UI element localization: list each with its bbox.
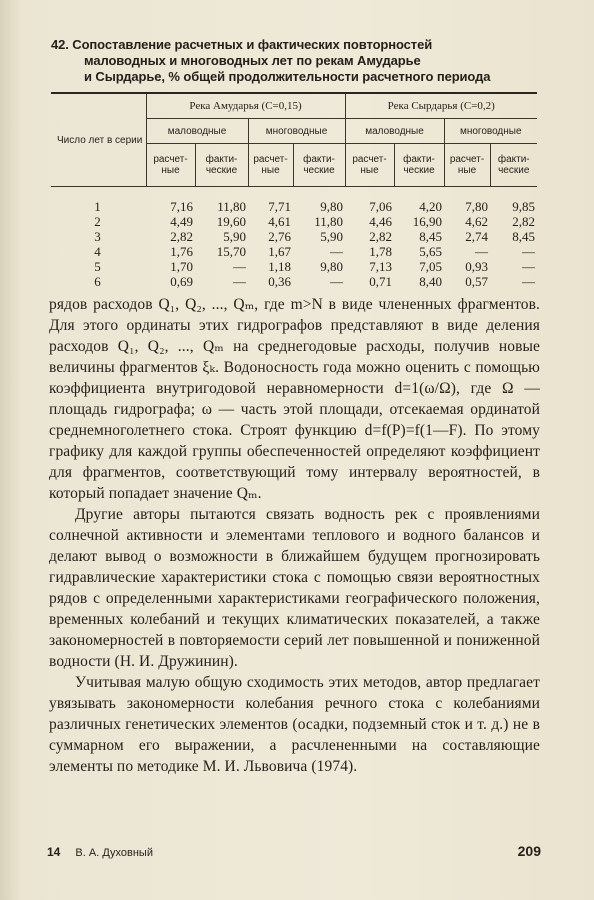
- value-cell: 5,90: [320, 229, 343, 244]
- group-header: многоводные: [444, 119, 537, 144]
- value-cell: 1,70: [170, 259, 193, 274]
- value-cell: —: [522, 244, 535, 259]
- value-cell: —: [233, 259, 246, 274]
- sub-header-actual: факти- ческие: [490, 144, 537, 187]
- value-cell: 4,49: [170, 214, 193, 229]
- value-cell: 11,80: [217, 199, 246, 214]
- group-header: маловодные: [345, 119, 444, 144]
- table-row: [51, 244, 537, 259]
- value-cell: 15,70: [216, 244, 246, 259]
- value-cell: 4,61: [268, 214, 291, 229]
- caption-line-3: и Сырдарье, % общей продолжительности расчетного периода: [84, 69, 491, 84]
- row-years-cell: 5: [94, 259, 101, 274]
- river-header-syrdarya: Река Сырдарья (С=0,2): [345, 93, 537, 119]
- sub-header-actual: факти- ческие: [394, 144, 444, 187]
- sub-header-calculated: расчет- ные: [248, 144, 293, 187]
- sub-header-calculated: расчет- ные: [345, 144, 394, 187]
- paragraph: рядов расходов Q₁, Q₂, ..., Qₘ, где m>N в виде члененных фрагментов. Для этого ординаты этих гидрографов представляют в виде деления расходов Q₁, Q₂, ..., Qₘ на среднегодовые расходы, получив новые величины фрагментов ξₖ. Водоносность года можно оценить с помощью коэффициента внутригодовой неравномерности d=1(ω/Ω), где Ω — площадь гидрографа; ω — часть этой площади, отсекаемая ординатой среднемноголетнего стока. Строят функцию d=f(P)=f(1—F). По этому графику для каждой группы обеспеченностей определяют коэффициент для фрагментов, соответствующий тому интервалу вероятностей, в который попадает значение Qₘ.: [49, 296, 540, 502]
- table-row: [51, 229, 537, 244]
- value-cell: 7,06: [369, 199, 392, 214]
- value-cell: —: [522, 259, 535, 274]
- value-cell: 5,65: [419, 244, 442, 259]
- value-cell: 8,40: [419, 274, 442, 289]
- value-cell: —: [330, 244, 343, 259]
- value-cell: 0,69: [170, 274, 193, 289]
- group-header: многоводные: [248, 119, 345, 144]
- table-row: [51, 259, 537, 274]
- value-cell: 2,82: [512, 214, 535, 229]
- signature-mark: 14: [47, 845, 61, 859]
- table-body: [51, 187, 537, 290]
- value-cell: 1,18: [268, 259, 291, 274]
- page-number: 209: [517, 843, 541, 859]
- paragraph: Другие авторы пытаются связать водность рек с проявлениями солнечной активности и элементами теплового и водного балансов и делают вывод о возможности в ближайшем будущем прогнозировать гидравлические характеристики стока с помощью связи вероятностных рядов с определенными характеристиками географического положения, временных колебаний и текущих климатических показателей, а также закономерностей в повторяемости серий лет повышенной и пониженной водности (Н. И. Дружинин).: [49, 506, 540, 670]
- value-cell: 1,76: [170, 244, 193, 259]
- sub-header-actual: факти- ческие: [195, 144, 248, 187]
- value-cell: 7,16: [170, 199, 193, 214]
- value-cell: 7,80: [465, 199, 488, 214]
- value-cell: 19,60: [216, 214, 246, 229]
- value-cell: 9,80: [320, 259, 343, 274]
- value-cell: 1,67: [268, 244, 291, 259]
- table-row: [51, 274, 537, 289]
- row-header: Число лет в серии: [51, 93, 146, 187]
- running-author: В. А. Духовный: [75, 847, 153, 859]
- sub-header-calculated: расчет- ные: [444, 144, 490, 187]
- value-cell: 7,05: [419, 259, 442, 274]
- value-cell: 1,78: [369, 244, 392, 259]
- value-cell: 8,45: [512, 229, 535, 244]
- value-cell: 2,82: [369, 229, 392, 244]
- caption-line-1: 42. Сопоставление расчетных и фактических повторностей: [51, 37, 433, 52]
- value-cell: 5,90: [223, 229, 246, 244]
- row-years-cell: 4: [94, 244, 101, 259]
- value-cell: 2,76: [268, 229, 291, 244]
- value-cell: 4,62: [465, 214, 488, 229]
- row-years-cell: 6: [94, 274, 101, 289]
- table-caption: [51, 37, 551, 85]
- body-text: [49, 294, 540, 777]
- value-cell: 0,57: [465, 274, 488, 289]
- value-cell: 7,71: [268, 199, 291, 214]
- paragraph: Учитывая малую общую сходимость этих методов, автор предлагает увязывать закономерности колебания речного стока с колебаниями различных генетических элементов (осадки, подземный сток и т. д.) не в суммарном его выражении, а расчлененными на составляющие элементы по методике М. И. Львовича (1974).: [49, 674, 540, 775]
- value-cell: 0,36: [268, 274, 291, 289]
- sub-header-calculated: расчет- ные: [146, 144, 195, 187]
- caption-line-2: маловодных и многоводных лет по рекам Амударье: [84, 53, 421, 68]
- value-cell: 0,71: [369, 274, 392, 289]
- value-cell: 9,80: [320, 199, 343, 214]
- value-cell: 7,13: [369, 259, 392, 274]
- value-cell: 8,45: [419, 229, 442, 244]
- sub-header-actual: факти- ческие: [293, 144, 345, 187]
- value-cell: 11,80: [314, 214, 343, 229]
- value-cell: —: [522, 274, 535, 289]
- value-cell: 9,85: [512, 199, 535, 214]
- river-header-amudarya: Река Амударья (С=0,15): [146, 93, 345, 119]
- value-cell: 4,46: [369, 214, 392, 229]
- recurrence-table: [51, 92, 537, 289]
- value-cell: 16,90: [412, 214, 442, 229]
- value-cell: —: [475, 244, 488, 259]
- table-row: [51, 187, 537, 215]
- table-row: [51, 214, 537, 229]
- value-cell: —: [330, 274, 343, 289]
- page-footer: [47, 845, 541, 859]
- row-years-cell: 1: [94, 199, 101, 214]
- value-cell: —: [233, 274, 246, 289]
- row-years-cell: 2: [94, 214, 101, 229]
- group-header: маловодные: [146, 119, 248, 144]
- value-cell: 4,20: [419, 199, 442, 214]
- value-cell: 2,82: [170, 229, 193, 244]
- value-cell: 0,93: [465, 259, 488, 274]
- value-cell: 2,74: [465, 229, 488, 244]
- row-years-cell: 3: [94, 229, 101, 244]
